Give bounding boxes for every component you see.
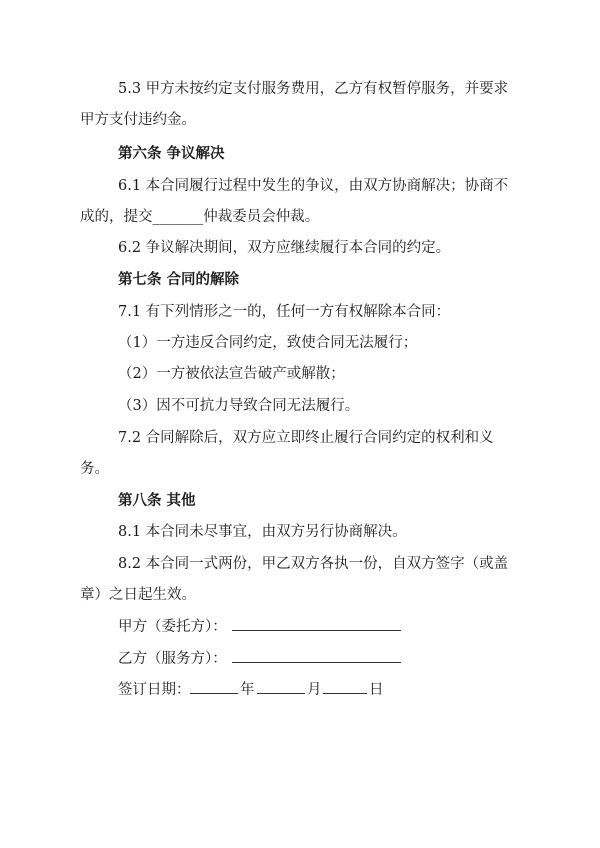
clause-6-2: 6.2 争议解决期间，双方应继续履行本合同的约定。 <box>118 240 451 256</box>
day-blank <box>323 693 367 694</box>
clause-7-1-item-3: （3）因不可抗力导致合同无法履行。 <box>118 398 360 414</box>
clause-7-1-item-2: （2）一方被依法宣告破产或解散； <box>118 366 345 382</box>
clause-7-1-item-1: （1）一方违反合同约定，致使合同无法履行； <box>118 335 418 351</box>
article-7-heading: 第七条 合同的解除 <box>118 271 240 288</box>
clause-6-1-line2: 成的，提交_______仲裁委员会仲裁。 <box>80 209 320 225</box>
clause-7-2-line2: 务。 <box>80 461 109 477</box>
month-blank <box>257 693 305 694</box>
year-blank <box>190 693 238 694</box>
clause-8-2-line2: 章）之日起生效。 <box>80 587 196 603</box>
article-8-heading: 第八条 其他 <box>118 492 196 509</box>
party-b-label: 乙方（服务方）： <box>118 651 227 667</box>
clause-8-1: 8.1 本合同未尽事宜，由双方另行协商解决。 <box>118 524 407 540</box>
clause-8-2-line1: 8.2 本合同一式两份，甲乙双方各执一份，自双方签字（或盖 <box>118 556 509 572</box>
clause-5-3-line2: 甲方支付违约金。 <box>80 112 196 128</box>
clause-6-1-line1: 6.1 本合同履行过程中发生的争议，由双方协商解决；协商不 <box>118 178 509 194</box>
party-a-signature-line <box>232 630 401 631</box>
clause-5-3-line1: 5.3 甲方未按约定支付服务费用，乙方有权暂停服务，并要求 <box>118 81 509 97</box>
year-label: 年 <box>240 682 255 698</box>
month-label: 月 <box>307 682 322 698</box>
party-b-signature-line <box>232 662 401 663</box>
article-6-heading: 第六条 争议解决 <box>118 145 225 162</box>
clause-7-1: 7.1 有下列情形之一的，任何一方有权解除本合同： <box>118 304 451 320</box>
date-label: 签订日期： <box>118 682 191 698</box>
clause-7-2-line1: 7.2 合同解除后，双方应立即终止履行合同约定的权利和义 <box>118 430 494 446</box>
party-a-label: 甲方（委托方）： <box>118 619 227 635</box>
day-label: 日 <box>369 682 384 698</box>
